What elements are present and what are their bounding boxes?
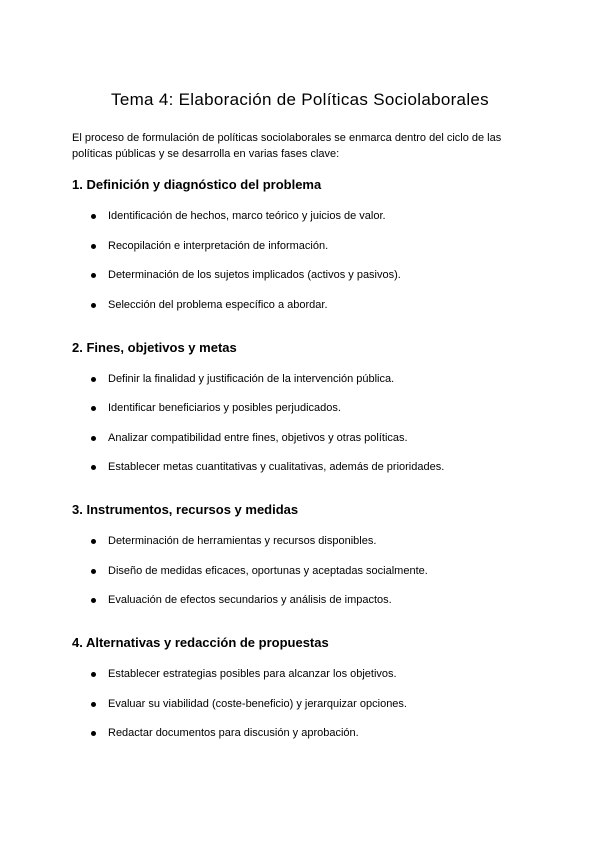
- list-item: [72, 297, 528, 313]
- section-4: [72, 634, 528, 741]
- document-page: [72, 88, 528, 767]
- bullet-list: [72, 208, 528, 313]
- bullet-icon: [91, 569, 96, 574]
- list-item: [72, 533, 528, 549]
- bullet-icon: [91, 406, 96, 411]
- bullet-icon: [91, 273, 96, 278]
- section-3: [72, 501, 528, 608]
- list-item-text: Recopilación e interpretación de información.: [108, 239, 329, 252]
- list-item: [72, 666, 528, 682]
- bullet-icon: [91, 598, 96, 603]
- section-2: [72, 339, 528, 476]
- bullet-list: [72, 666, 528, 741]
- section-heading: 3. Instrumentos, recursos y medidas: [72, 502, 299, 517]
- list-item-text: Evaluación de efectos secundarios y análisis de impactos.: [108, 594, 392, 606]
- list-item-text: Establecer estrategias posibles para alcanzar los objetivos.: [108, 668, 397, 680]
- list-item-text: Definir la finalidad y justificación de la intervención pública.: [108, 372, 395, 385]
- bullet-icon: [91, 244, 96, 249]
- list-item-text: Analizar compatibilidad entre fines, objetivos y otras políticas.: [108, 431, 408, 444]
- section-heading: 4. Alternativas y redacción de propuestas: [72, 635, 329, 650]
- section-heading: 2. Fines, objetivos y metas: [72, 339, 237, 355]
- list-item: [72, 238, 528, 254]
- bullet-icon: [91, 672, 96, 677]
- bullet-icon: [91, 702, 96, 707]
- list-item: [72, 459, 528, 475]
- list-item: [72, 430, 528, 446]
- bullet-icon: [91, 539, 96, 544]
- list-item: [72, 267, 528, 283]
- list-item-text: Identificar beneficiarios y posibles perjudicados.: [108, 402, 341, 414]
- bullet-icon: [91, 465, 96, 470]
- list-item: [72, 725, 528, 741]
- intro-paragraph: El proceso de formulación de políticas sociolaborales se enmarca dentro del ciclo de las políticas públicas y se desarrolla en varias fases clave:: [72, 132, 502, 160]
- list-item: [72, 563, 528, 579]
- bullet-icon: [91, 436, 96, 441]
- list-item-text: Identificación de hechos, marco teórico y juicios de valor.: [108, 210, 386, 222]
- bullet-icon: [91, 214, 96, 219]
- bullet-list: [72, 371, 528, 476]
- list-item: [72, 208, 528, 224]
- bullet-list: [72, 533, 528, 608]
- list-item-text: Selección del problema específico a abordar.: [108, 298, 328, 311]
- list-item: [72, 696, 528, 712]
- list-item-text: Diseño de medidas eficaces, oportunas y aceptadas socialmente.: [108, 564, 428, 577]
- list-item: [72, 400, 528, 416]
- list-item: [72, 592, 528, 608]
- list-item-text: Establecer metas cuantitativas y cualitativas, además de prioridades.: [108, 461, 445, 473]
- bullet-icon: [91, 377, 96, 382]
- list-item: [72, 371, 528, 387]
- page-title: Tema 4: Elaboración de Políticas Sociolaborales: [111, 90, 489, 109]
- list-item-text: Determinación de herramientas y recursos disponibles.: [108, 535, 377, 547]
- list-item-text: Redactar documentos para discusión y aprobación.: [108, 727, 359, 739]
- list-item-text: Evaluar su viabilidad (coste-beneficio) y jerarquizar opciones.: [108, 697, 407, 710]
- bullet-icon: [91, 731, 96, 736]
- section-heading: 1. Definición y diagnóstico del problema: [72, 177, 322, 192]
- list-item-text: Determinación de los sujetos implicados (activos y pasivos).: [108, 269, 401, 281]
- bullet-icon: [91, 303, 96, 308]
- section-1: [72, 176, 528, 313]
